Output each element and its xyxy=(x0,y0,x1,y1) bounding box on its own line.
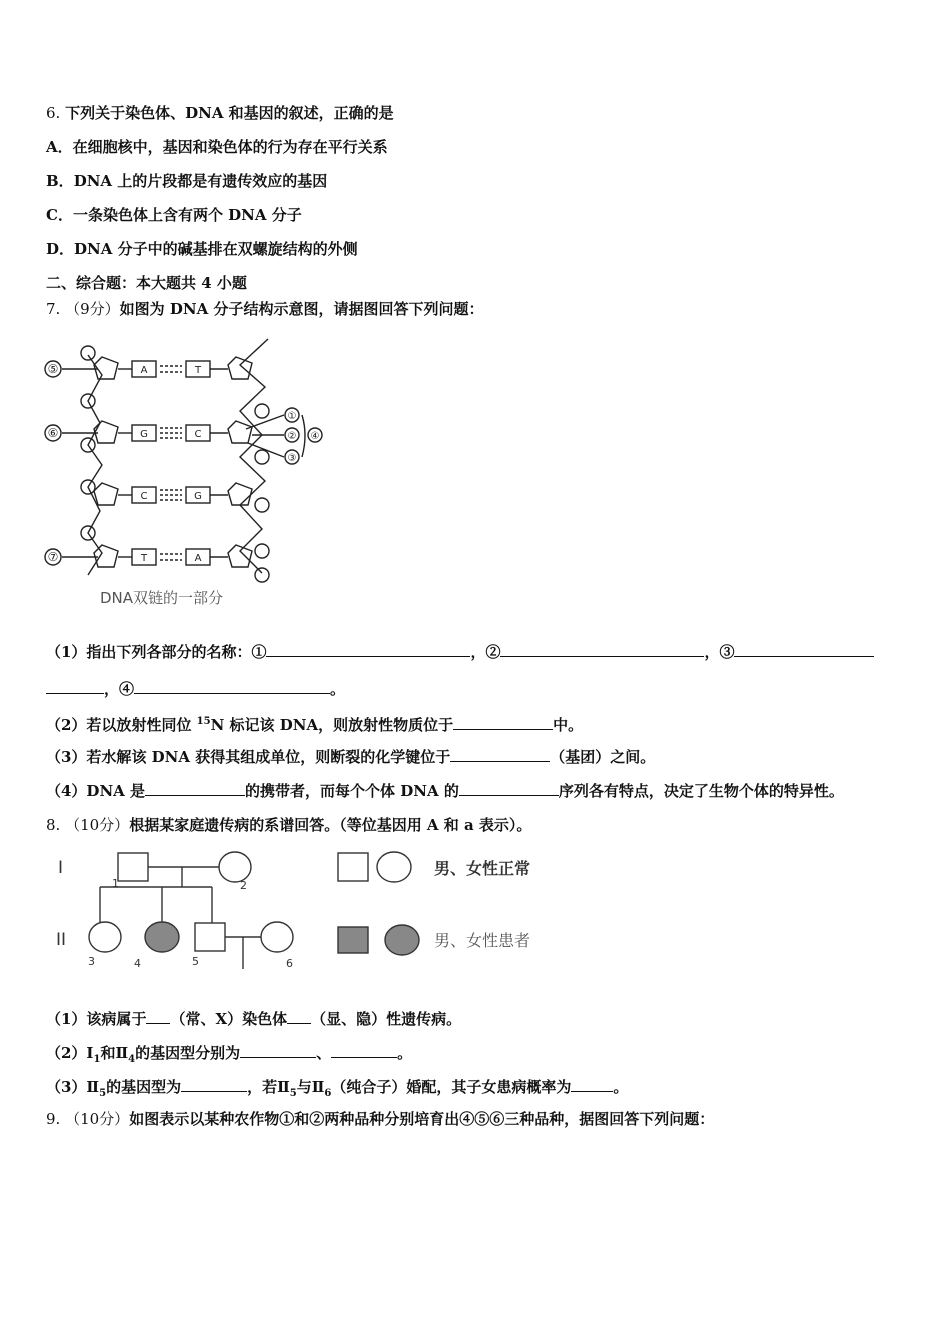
individual-I1 xyxy=(118,853,148,881)
id-4: 4 xyxy=(134,957,141,970)
base-label: C xyxy=(140,491,148,502)
answer-blank[interactable] xyxy=(734,641,874,657)
base-label: C xyxy=(194,429,202,440)
generation-label-I: I xyxy=(58,858,64,878)
q7-part4: （4）DNA 是 的携带者，而每个个体 DNA 的 序列各有特点，决定了生物个体的特异性。 xyxy=(46,782,844,800)
q6-option-c: C．一条染色体上含有两个 DNA 分子 xyxy=(46,206,302,224)
base-label: A xyxy=(194,553,202,564)
base-label: G xyxy=(194,491,202,502)
answer-blank[interactable] xyxy=(46,678,104,694)
section-heading: 二、综合题：本大题共 4 小题 xyxy=(46,274,247,292)
q8-part2: $(2)Ⅰ_1$和$Ⅱ_4$的基因型分别为 、 。 xyxy=(46,1044,413,1065)
base-label: T xyxy=(140,553,148,564)
answer-blank[interactable] xyxy=(459,780,559,796)
right-phosphate xyxy=(255,568,269,582)
right-phosphate xyxy=(255,498,269,512)
answer-blank[interactable] xyxy=(145,780,245,796)
pedigree-chart xyxy=(50,845,570,975)
answer-blank[interactable] xyxy=(571,1076,613,1092)
q7-part1-line2: ，④ 。 xyxy=(46,678,345,699)
legend-affected-male xyxy=(338,927,368,953)
q9-stem: 9. （10分）如图表示以某种农作物①和②两种品种分别培育出④⑤⑥三种品种，据图回答下列问题： xyxy=(46,1110,715,1128)
q8-stem: 8. （10分）根据某家庭遗传病的系谱回答。（等位基因用 A 和 a 表示）。 xyxy=(46,816,532,834)
legend-normal-male xyxy=(338,853,368,881)
left-backbone xyxy=(88,355,102,575)
answer-blank[interactable] xyxy=(287,1008,311,1024)
q6-option-d: D．DNA 分子中的碱基排在双螺旋结构的外侧 xyxy=(46,240,358,258)
q6-stem: 6. 下列关于染色体、DNA 和基因的叙述，正确的是 xyxy=(46,104,394,122)
right-sugar xyxy=(228,545,252,567)
answer-blank[interactable] xyxy=(331,1042,397,1058)
left-sugar xyxy=(94,421,118,443)
individual-II3 xyxy=(89,922,121,952)
right-phosphate xyxy=(255,544,269,558)
legend-affected-female xyxy=(385,925,419,955)
left-phosphate xyxy=(81,346,95,360)
q7-part1-line1: （1）指出下列各部分的名称：① ，② ，③ xyxy=(46,641,874,662)
right-phosphate xyxy=(255,450,269,464)
dna-structure-figure xyxy=(40,325,340,615)
answer-blank[interactable] xyxy=(146,1008,170,1024)
individual-II5 xyxy=(195,923,225,951)
label-4: ④ xyxy=(310,431,320,442)
left-sugar xyxy=(94,545,118,567)
q7-part2: （2）若以放射性同位 $^{15}$N 标记该 DNA，则放射性物质位于 中。 xyxy=(46,716,584,734)
label-3: ③ xyxy=(287,453,297,464)
right-backbone xyxy=(240,339,268,573)
base-label: G xyxy=(140,429,148,440)
right-sugar xyxy=(228,357,252,379)
q6-option-b: B．DNA 上的片段都是有遗传效应的基因 xyxy=(46,172,328,190)
label-1: ① xyxy=(287,411,297,422)
individual-I2 xyxy=(219,852,251,882)
q8-part1: （1）该病属于 （常、X）染色体 （显、隐）性遗传病。 xyxy=(46,1010,462,1028)
q8-part3: $(3)Ⅱ_5$的基因型为 ，若$Ⅱ_5$与$Ⅱ_6$（纯合子）婚配，其子女患病概率为 。 xyxy=(46,1078,629,1099)
figure-caption: DNA双链的一部分 xyxy=(100,589,224,607)
label-5: ⑤ xyxy=(47,362,59,376)
individual-II4 xyxy=(145,922,179,952)
answer-blank[interactable] xyxy=(134,678,330,694)
label-2: ② xyxy=(287,431,297,442)
answer-blank[interactable] xyxy=(181,1076,247,1092)
right-sugar xyxy=(228,483,252,505)
id-6: 6 xyxy=(286,957,293,970)
label-6: ⑥ xyxy=(47,426,59,440)
answer-blank[interactable] xyxy=(266,641,470,657)
q7-stem: 7. （9分）如图为 DNA 分子结构示意图，请据图回答下列问题： xyxy=(46,300,484,318)
answer-blank[interactable] xyxy=(450,746,550,762)
legend-affected-label: 男、女性患者 xyxy=(434,931,531,950)
answer-blank[interactable] xyxy=(453,714,553,730)
answer-blank[interactable] xyxy=(500,641,704,657)
id-5: 5 xyxy=(192,955,199,968)
base-label: T xyxy=(194,365,202,376)
generation-label-II: II xyxy=(56,930,67,950)
q7-part3: （3）若水解该 DNA 获得其组成单位，则断裂的化学键位于 （基团）之间。 xyxy=(46,748,656,766)
right-sugar xyxy=(228,421,252,443)
left-sugar xyxy=(94,483,118,505)
q6-option-a: A．在细胞核中，基因和染色体的行为存在平行关系 xyxy=(46,138,388,156)
base-label: A xyxy=(140,365,148,376)
label-7: ⑦ xyxy=(47,550,59,564)
id-1: 1 xyxy=(112,877,119,890)
individual-II6 xyxy=(261,922,293,952)
answer-blank[interactable] xyxy=(240,1042,316,1058)
right-phosphate xyxy=(255,404,269,418)
id-2: 2 xyxy=(240,879,247,892)
legend-normal-label: 男、女性正常 xyxy=(434,859,531,878)
legend-normal-female xyxy=(377,852,411,882)
id-3: 3 xyxy=(88,955,95,968)
